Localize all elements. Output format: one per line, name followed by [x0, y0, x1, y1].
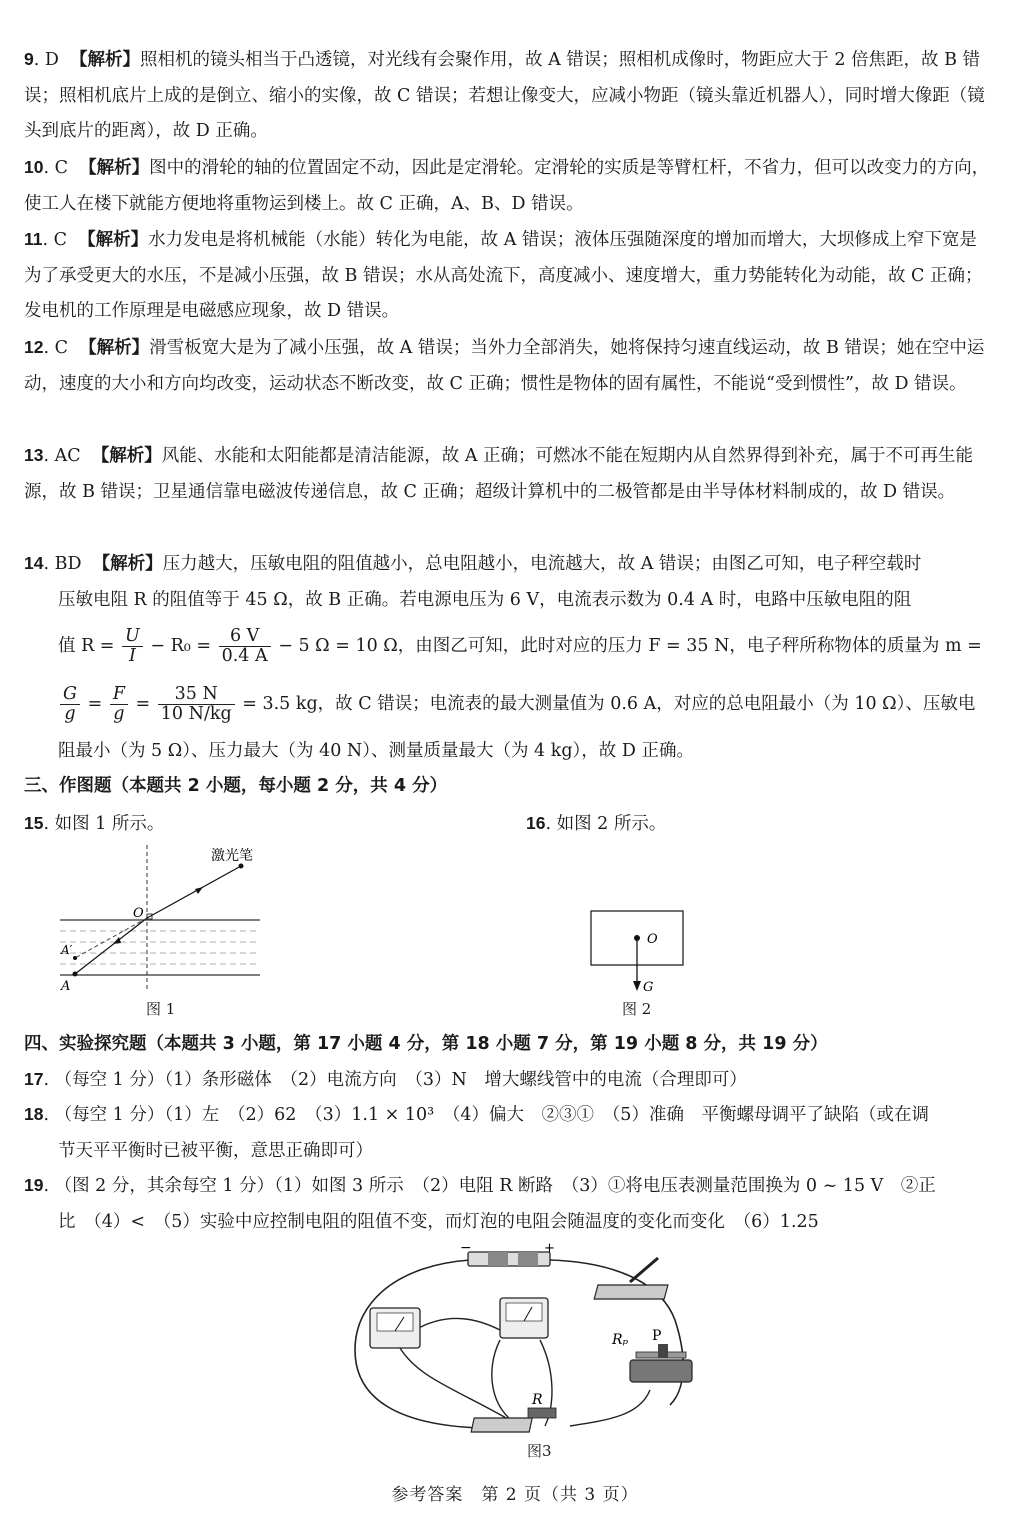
fraction-u-over-i	[122, 627, 143, 666]
virtual-ray	[75, 918, 147, 958]
answer-text: 节天平平衡时已被平衡，意思正确即可）	[58, 1140, 373, 1161]
rp-label: Rₚ	[612, 1332, 629, 1348]
plus-label: +	[544, 1241, 555, 1256]
laser-label: 激光笔	[211, 848, 253, 864]
fraction-35n-over-10nkg	[158, 685, 235, 724]
figure-3-caption: 图3	[527, 1442, 552, 1460]
question-number: 13	[24, 445, 44, 465]
denominator: g	[113, 704, 125, 724]
answer-text: 比 （4）< （5）实验中应控制电阻的阻值不变，而灯泡的电阻会随温度的变化而变化 （6）1.25	[58, 1211, 819, 1232]
equals-sign: =	[135, 694, 151, 714]
minus-label: −	[460, 1240, 472, 1256]
formula-text: = 3.5 kg，故 C 错误；电流表的最大测量值为 0.6 A，对应的总电阻最小（为 10 Ω）、压敏电	[242, 694, 976, 714]
answer-text: . 如图 2 所示。	[545, 814, 667, 834]
question-number: 17	[24, 1069, 44, 1089]
numerator: F	[110, 685, 128, 705]
o-label: O	[647, 932, 658, 947]
answer-choice: . BD	[43, 554, 82, 574]
figure-2-gravity	[585, 905, 695, 997]
answer-11	[24, 222, 992, 330]
battery-cell	[488, 1252, 508, 1266]
answer-choice: . D	[33, 50, 59, 70]
answer-text: . （图 2 分，其余每空 1 分）（1）如图 3 所示 （2）电阻 R 断路 （3）①将电压表测量范围换为 0 ~ 15 V ②正	[43, 1176, 936, 1196]
arrow-down-icon	[633, 981, 641, 991]
laser-point	[239, 864, 244, 869]
answer-14-line-5: 阻最小（为 5 Ω）、压力最大（为 40 N）、测量质量最大（为 4 kg），故 D 正确。	[58, 741, 694, 761]
point-a-prime	[73, 956, 77, 960]
switch-lever	[630, 1258, 658, 1282]
a-prime-label: A′	[61, 943, 73, 957]
formula-text: − 5 Ω = 10 Ω，由图乙可知，此时对应的压力 F = 35 N，电子秤所称物体的质量为 m =	[278, 636, 982, 656]
fraction-6v-over-04a	[219, 627, 271, 666]
figure-3-circuit	[340, 1240, 710, 1440]
analysis-tag: 【解析】	[70, 50, 141, 70]
incident-ray	[147, 866, 241, 918]
point-a	[73, 972, 78, 977]
r-label: R	[532, 1392, 543, 1408]
numerator: U	[122, 627, 143, 647]
analysis-text: 图中的滑轮的轴的位置固定不动，因此是定滑轮。定滑轮的实质是等臂杠杆，不省力，但可以改变力的方向，使工人在楼下就能方便地将重物运到楼上。故 C 正确，A、B、D 错误。	[24, 158, 990, 214]
answer-10	[24, 150, 992, 222]
equals-sign: =	[87, 694, 103, 714]
arrow-icon	[195, 887, 203, 894]
answer-16	[526, 806, 926, 843]
analysis-tag: 【解析】	[79, 338, 150, 358]
answer-text: . （每空 1 分）（1）条形磁体 （2）电流方向 （3）N 增大螺线管中的电流（合理即可）	[43, 1070, 747, 1090]
answer-choice: . C	[43, 338, 68, 358]
answer-15	[24, 806, 424, 843]
denominator: g	[64, 704, 76, 724]
analysis-tag: 【解析】	[91, 446, 162, 466]
answer-9	[24, 42, 992, 150]
wire	[415, 1318, 500, 1330]
analysis-text: 水力发电是将机械能（水能）转化为电能，故 A 错误；液体压强随深度的增加而增大，大坝修成上窄下宽是为了承受更大的水压，不是减小压强，故 B 错误；水从高处流下，高度减小、速度增大，重力势能转化为动能，故 C 正确；发电机的工作原理是电磁感应现象，故 D 错误。	[24, 230, 983, 321]
answer-17	[24, 1062, 992, 1099]
denominator: I	[128, 646, 136, 666]
analysis-text: 照相机的镜头相当于凸透镜，对光线有会聚作用，故 A 错误；照相机成像时，物距应大于 2 倍焦距，故 B 错误；照相机底片上成的是倒立、缩小的实像，故 C 错误；若想让像变大，应减小物距（镜头靠近机器人），同时增大像距（镜头到底片的距离），故 D 正确。	[24, 50, 985, 141]
a-label: A	[61, 979, 71, 994]
denominator: 10 N/kg	[160, 704, 232, 724]
figure-1-caption: 图 1	[146, 1000, 176, 1018]
question-number: 16	[526, 813, 546, 833]
ammeter-dial	[377, 1313, 413, 1331]
section-3-title: 三、作图题（本题共 2 小题，每小题 2 分，共 4 分）	[24, 776, 448, 796]
answer-19	[24, 1168, 992, 1240]
o-label: O	[133, 906, 144, 921]
resistor-coil	[528, 1408, 556, 1418]
numerator: 6 V	[219, 627, 271, 647]
switch-base	[594, 1285, 668, 1299]
rheostat	[630, 1360, 692, 1382]
answer-14-line-4	[24, 680, 1026, 728]
question-number: 9	[24, 49, 34, 69]
analysis-text: 风能、水能和太阳能都是清洁能源，故 A 正确；可燃冰不能在短期内从自然界得到补充，属于不可再生能源，故 B 错误；卫星通信靠电磁波传递信息，故 C 正确；超级计算机中的二极管都是由半导体材料制成的，故 D 错误。	[24, 446, 974, 502]
question-number: 11	[24, 229, 43, 249]
answer-13	[24, 438, 992, 510]
wire	[570, 1390, 650, 1426]
battery-cell	[518, 1252, 538, 1266]
p-label: P	[652, 1328, 662, 1344]
question-number: 18	[24, 1104, 44, 1124]
fraction-f-over-g	[110, 685, 128, 724]
g-label: G	[643, 980, 654, 995]
answer-18	[24, 1097, 992, 1169]
rheostat-slider	[658, 1344, 668, 1358]
answer-12	[24, 330, 992, 402]
refracted-ray	[75, 918, 147, 974]
figure-1-refraction	[55, 840, 275, 1000]
resistor-base	[471, 1418, 532, 1432]
question-number: 19	[24, 1175, 44, 1195]
analysis-tag: 【解析】	[78, 230, 149, 250]
numerator: 35 N	[158, 685, 235, 705]
page-footer: 参考答案 第 2 页（共 3 页）	[391, 1485, 639, 1505]
voltmeter-dial	[506, 1303, 542, 1321]
question-number: 12	[24, 337, 44, 357]
wire	[400, 1348, 520, 1426]
analysis-text: 压力越大，压敏电阻的阻值越小，总电阻越小，电流越大，故 A 错误；由图乙可知，电子秤空载时	[162, 554, 922, 574]
answer-text: . （每空 1 分）（1）左 （2）62 （3）1.1 × 10³ （4）偏大 ②③① （5）准确 平衡螺母调平了缺陷（或在调	[43, 1105, 929, 1125]
formula-text: − R₀ =	[150, 636, 212, 656]
analysis-tag: 【解析】	[92, 554, 163, 574]
figure-2-caption: 图 2	[622, 1000, 652, 1018]
numerator: G	[60, 685, 80, 705]
arrow-icon	[113, 937, 121, 944]
analysis-tag: 【解析】	[79, 158, 150, 178]
answer-choice: . C	[43, 158, 68, 178]
question-number: 15	[24, 813, 44, 833]
question-number: 10	[24, 157, 44, 177]
section-4-title: 四、实验探究题（本题共 3 小题，第 17 小题 4 分，第 18 小题 7 分，第 19 小题 8 分，共 19 分）	[24, 1034, 828, 1054]
answer-choice: . C	[42, 230, 68, 250]
denominator: 0.4 A	[221, 646, 268, 666]
answer-text: . 如图 1 所示。	[43, 814, 165, 834]
answer-14-line-3	[24, 622, 1026, 670]
formula-text: 值 R =	[58, 636, 115, 656]
analysis-text: 滑雪板宽大是为了减小压强，故 A 错误；当外力全部消失，她将保持匀速直线运动，故 B 错误；她在空中运动，速度的大小和方向均改变，运动状态不断改变，故 C 正确；惯性是物体的固有属性，不能说“受到惯性”，故 D 错误。	[24, 338, 985, 394]
answer-14-line-1	[24, 546, 992, 583]
question-number: 14	[24, 553, 44, 573]
answer-14	[24, 546, 992, 618]
fraction-g-over-g	[60, 685, 80, 724]
answer-14-line-2: 压敏电阻 R 的阻值等于 45 Ω，故 B 正确。若电源电压为 6 V，电流表示数为 0.4 A 时，电路中压敏电阻的阻	[58, 589, 912, 610]
answer-choice: . AC	[43, 446, 81, 466]
